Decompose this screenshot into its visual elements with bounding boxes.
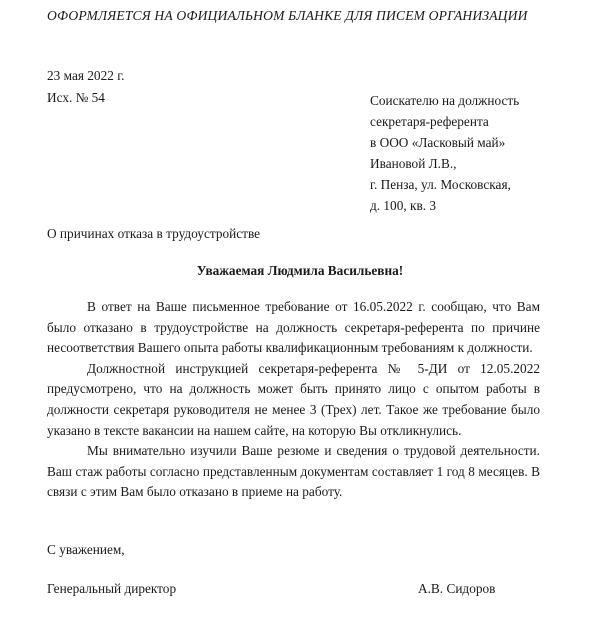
salutation: Уважаемая Людмила Васильевна! xyxy=(196,263,404,278)
body-paragraph: Мы внимательно изучили Ваше резюме и сведения о трудовой деятельности. Ваш стаж работы согласно представленным документам составляет 1 год 8 месяцев. В связи с этим Вам было отказано в приеме на работу. xyxy=(47,443,540,500)
letter-body xyxy=(47,297,540,503)
outgoing-number: Исх. № 54 xyxy=(47,90,105,105)
recipient-line: в ООО «Ласковый май» xyxy=(370,135,506,150)
body-paragraph: Должностной инструкцией секретаря-референта № 5-ДИ от 12.05.2022 предусмотрено, что на должность может быть принято лицо с опытом работы в должности секретаря руководителя не менее 3 (Трех) лет. Такое же требование было указано в тексте вакансии на нашем сайте, на которую Вы откликнулись. xyxy=(47,360,540,438)
recipient-line: Ивановой Л.В., xyxy=(370,156,457,171)
letter-date: 23 мая 2022 г. xyxy=(47,68,125,83)
recipient-line: Соискателю на должность xyxy=(370,93,520,108)
recipient-line: г. Пенза, ул. Московская, xyxy=(370,177,511,192)
signer-position: Генеральный директор xyxy=(47,581,177,596)
closing: С уважением, xyxy=(47,542,125,557)
signer-name: А.В. Сидоров xyxy=(418,581,496,596)
recipient-line: секретаря-референта xyxy=(370,114,489,129)
body-paragraph: В ответ на Ваше письменное требование от 16.05.2022 г. сообщаю, что Вам было отказано в трудоустройстве на должность секретаря-референта по причине несоответствия Вашего опыта работы квалификационным требованиям к должности. xyxy=(47,299,540,356)
letter-subject: О причинах отказа в трудоустройстве xyxy=(47,226,261,241)
letterhead-note: ОФОРМЛЯЕТСЯ НА ОФИЦИАЛЬНОМ БЛАНКЕ ДЛЯ ПИСЕМ ОРГАНИЗАЦИИ xyxy=(47,8,528,23)
recipient-block xyxy=(370,90,519,216)
recipient-line: д. 100, кв. 3 xyxy=(370,198,437,213)
